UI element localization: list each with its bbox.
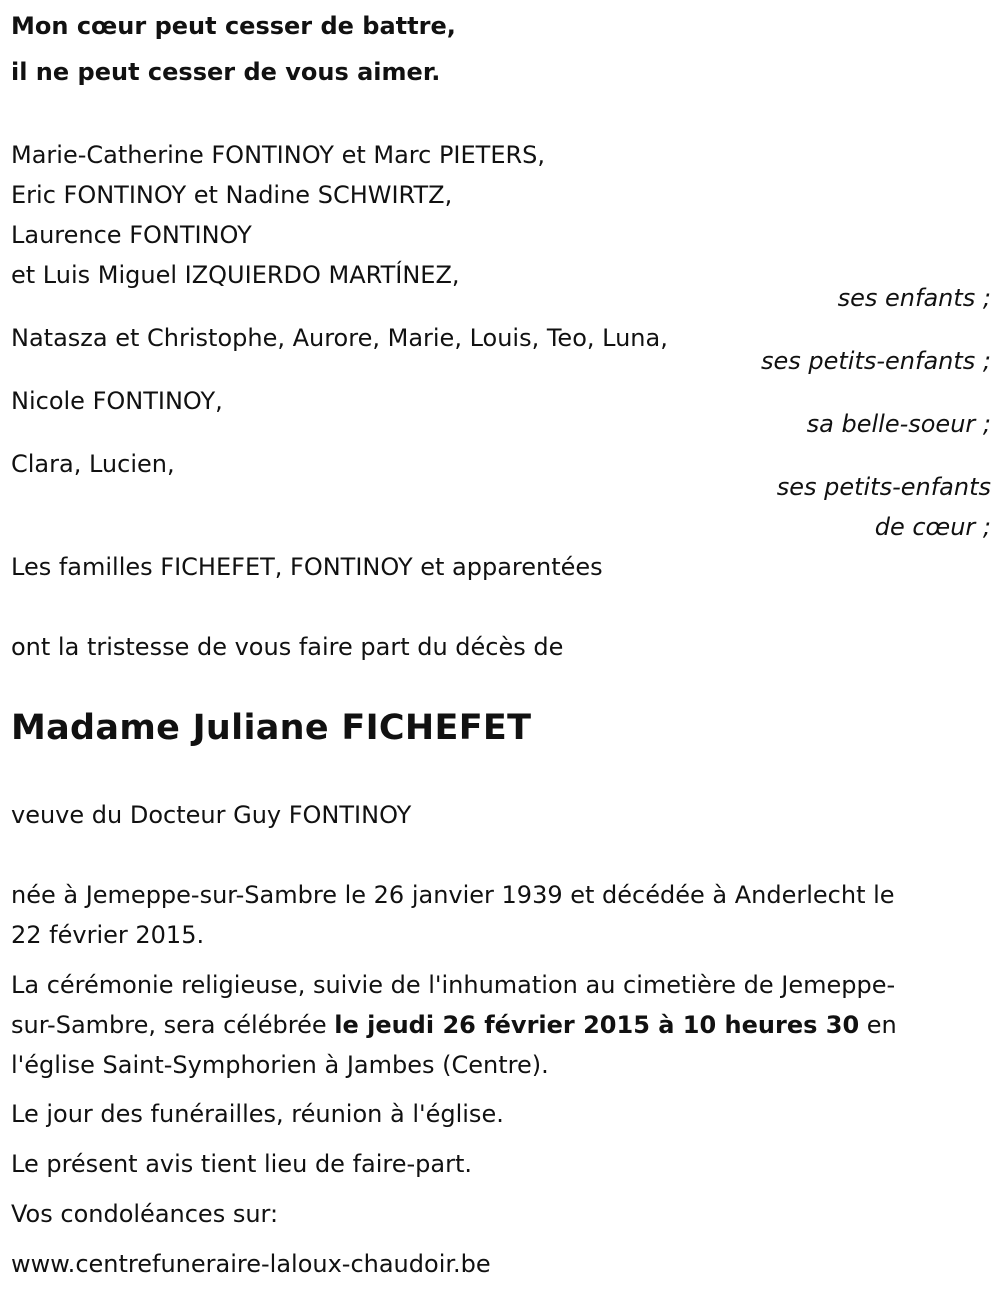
birth-death-line-1: née à Jemeppe-sur-Sambre le 26 janvier 1939 et décédée à Anderlecht le (11, 881, 895, 909)
grandchildren-names: Natasza et Christophe, Aurore, Marie, Louis, Teo, Luna, (11, 324, 668, 352)
deceased-name: Madame Juliane FICHEFET (11, 708, 532, 748)
heart-grandchildren-role-line-2: de cœur ; (874, 513, 991, 541)
ceremony-line-1: La cérémonie religieuse, suivie de l'inhumation au cimetière de Jemeppe- (11, 971, 896, 999)
birth-death (11, 875, 991, 955)
families-line: Les familles FICHEFET, FONTINOY et apparentées (11, 553, 603, 581)
birth-death-line-2: 22 février 2015. (11, 921, 205, 949)
sister-in-law-role: sa belle-soeur ; (806, 410, 991, 438)
ceremony-line-3: l'église Saint-Symphorien à Jambes (Centre). (11, 1051, 549, 1079)
announcement: ont la tristesse de vous faire part du décès de (11, 633, 564, 661)
heart-grandchildren-names: Clara, Lucien, (11, 450, 175, 478)
heart-grandchildren-role (777, 467, 991, 547)
website[interactable] (11, 1244, 991, 1284)
widow-of: veuve du Docteur Guy FONTINOY (11, 801, 412, 829)
verse (11, 6, 991, 92)
verse-line-2: il ne peut cesser de vous aimer. (11, 58, 441, 86)
website-link[interactable]: www.centrefuneraire-laloux-chaudoir.be (11, 1250, 491, 1278)
children-role: ses enfants ; (837, 284, 991, 312)
child-line-2: Eric FONTINOY et Nadine SCHWIRTZ, (11, 181, 453, 209)
child-line-3: Laurence FONTINOY (11, 221, 252, 249)
children-names (11, 135, 991, 295)
sister-in-law-names: Nicole FONTINOY, (11, 387, 223, 415)
condolences-label: Vos condoléances sur: (11, 1200, 279, 1228)
ceremony-line-2: sur-Sambre, sera célébrée le jeudi 26 février 2015 à 10 heures 30 en (11, 1011, 897, 1039)
ceremony-date: le jeudi 26 février 2015 à 10 heures 30 (334, 1011, 860, 1039)
verse-line-1: Mon cœur peut cesser de battre, (11, 12, 456, 40)
child-line-4: et Luis Miguel IZQUIERDO MARTÍNEZ, (11, 261, 460, 289)
meeting-note: Le jour des funérailles, réunion à l'église. (11, 1100, 504, 1128)
ceremony (11, 965, 991, 1085)
death-notice (11, 0, 991, 1293)
child-line-1: Marie-Catherine FONTINOY et Marc PIETERS, (11, 141, 546, 169)
heart-grandchildren-role-line-1: ses petits-enfants (776, 473, 991, 501)
notice-note: Le présent avis tient lieu de faire-part. (11, 1150, 473, 1178)
grandchildren-role: ses petits-enfants ; (760, 347, 991, 375)
